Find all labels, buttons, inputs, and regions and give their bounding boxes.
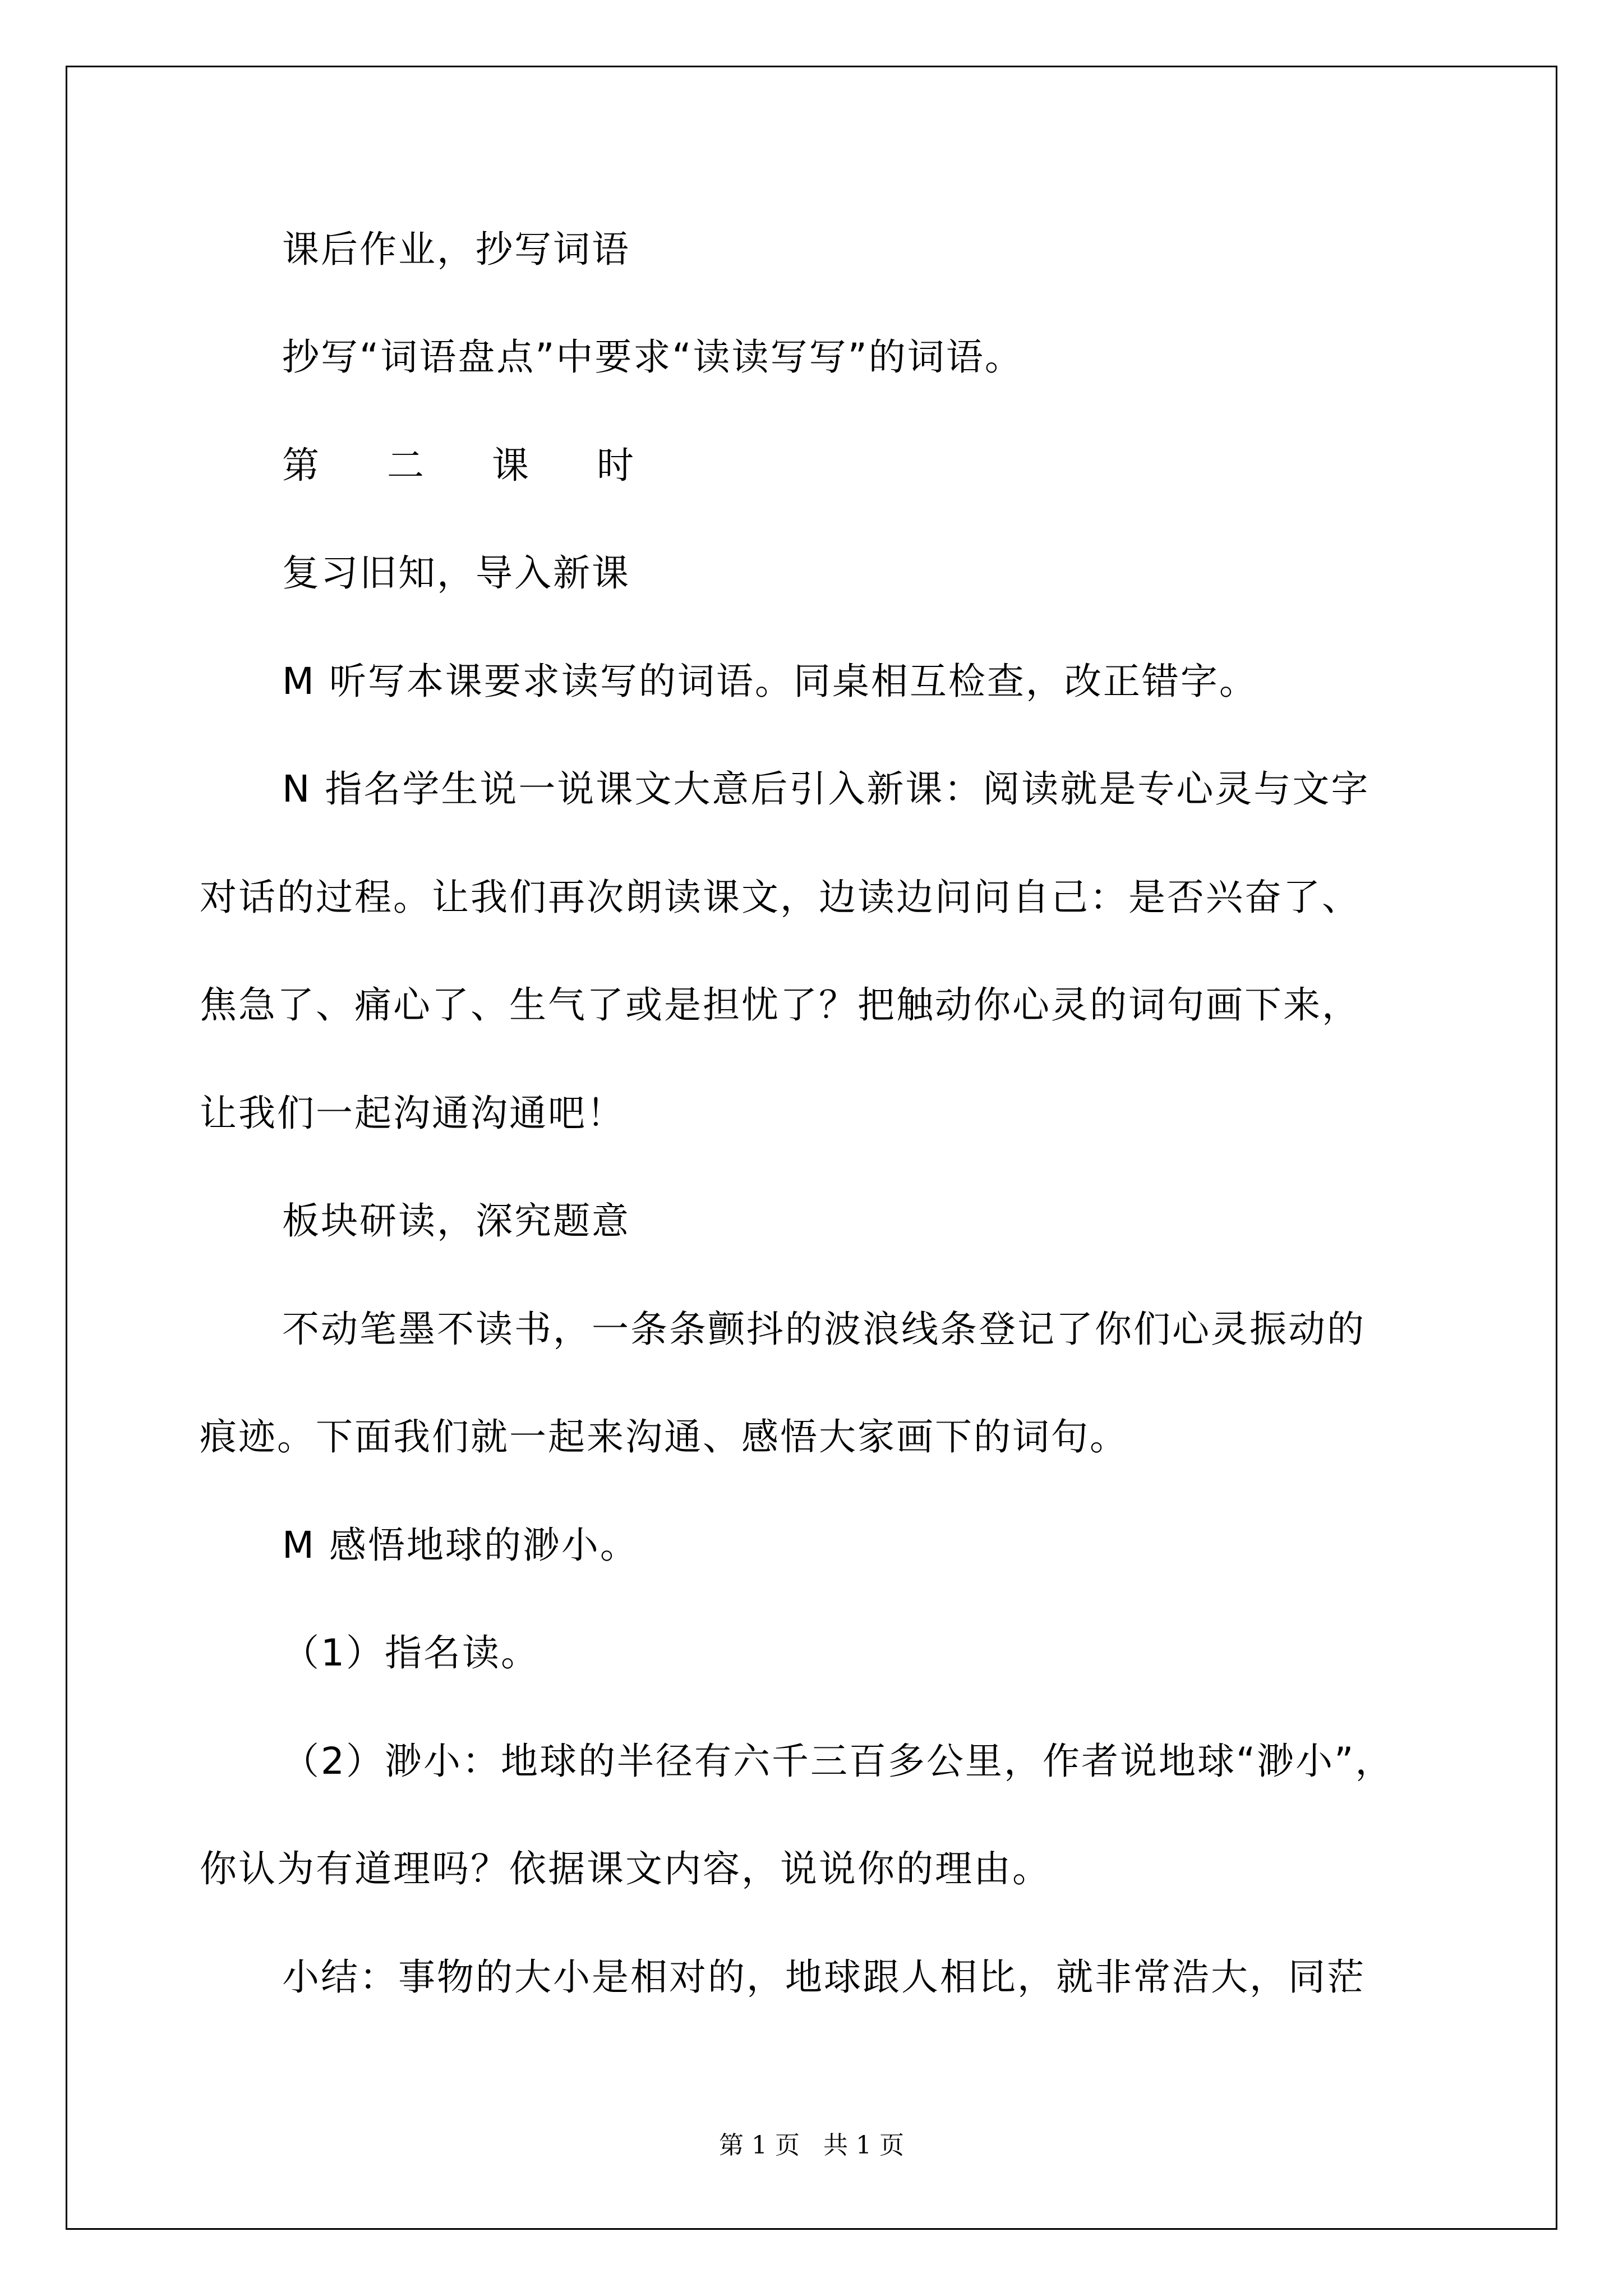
text-line: 焦急了、痛心了、生气了或是担忧了？把触动你心灵的词句画下来， (200, 983, 1361, 1027)
text-line: 复习旧知，导入新课 (282, 551, 630, 595)
text-line: 板块研读，深究题意 (282, 1199, 630, 1243)
text-line: 痕迹。下面我们就一起来沟通、感悟大家画下的词句。 (200, 1415, 1128, 1458)
page-footer: 第 1 页 共 1 页 (719, 2131, 904, 2160)
page-border (66, 66, 1557, 2230)
text-line: （1）指名读。 (282, 1631, 540, 1674)
text-line: （2）渺小：地球的半径有六千三百多公里，作者说地球“渺小”， (282, 1740, 1394, 1783)
text-line: 让我们一起沟通沟通吧！ (200, 1092, 625, 1135)
text-line: 你认为有道理吗？依据课文内容，说说你的理由。 (200, 1847, 1051, 1890)
text-line: M 听写本课要求读写的词语。同桌相互检查，改正错字。 (282, 660, 1258, 703)
text-line: 不动笔墨不读书，一条条颤抖的波浪线条登记了你们心灵振动的 (282, 1308, 1366, 1351)
text-line: M 感悟地球的渺小。 (282, 1524, 639, 1567)
text-line: 小结：事物的大小是相对的，地球跟人相比，就非常浩大，同茫 (282, 1955, 1366, 1999)
text-line: N 指名学生说一说课文大意后引入新课：阅读就是专心灵与文字 (282, 767, 1370, 811)
text-line: 抄写“词语盘点”中要求“读读写写”的词语。 (282, 335, 1023, 379)
section-heading: 第 二 课 时 (282, 444, 662, 487)
text-line: 对话的过程。让我们再次朗读课文，边读边问问自己：是否兴奋了、 (200, 876, 1361, 919)
text-line: 课后作业，抄写词语 (282, 228, 630, 271)
